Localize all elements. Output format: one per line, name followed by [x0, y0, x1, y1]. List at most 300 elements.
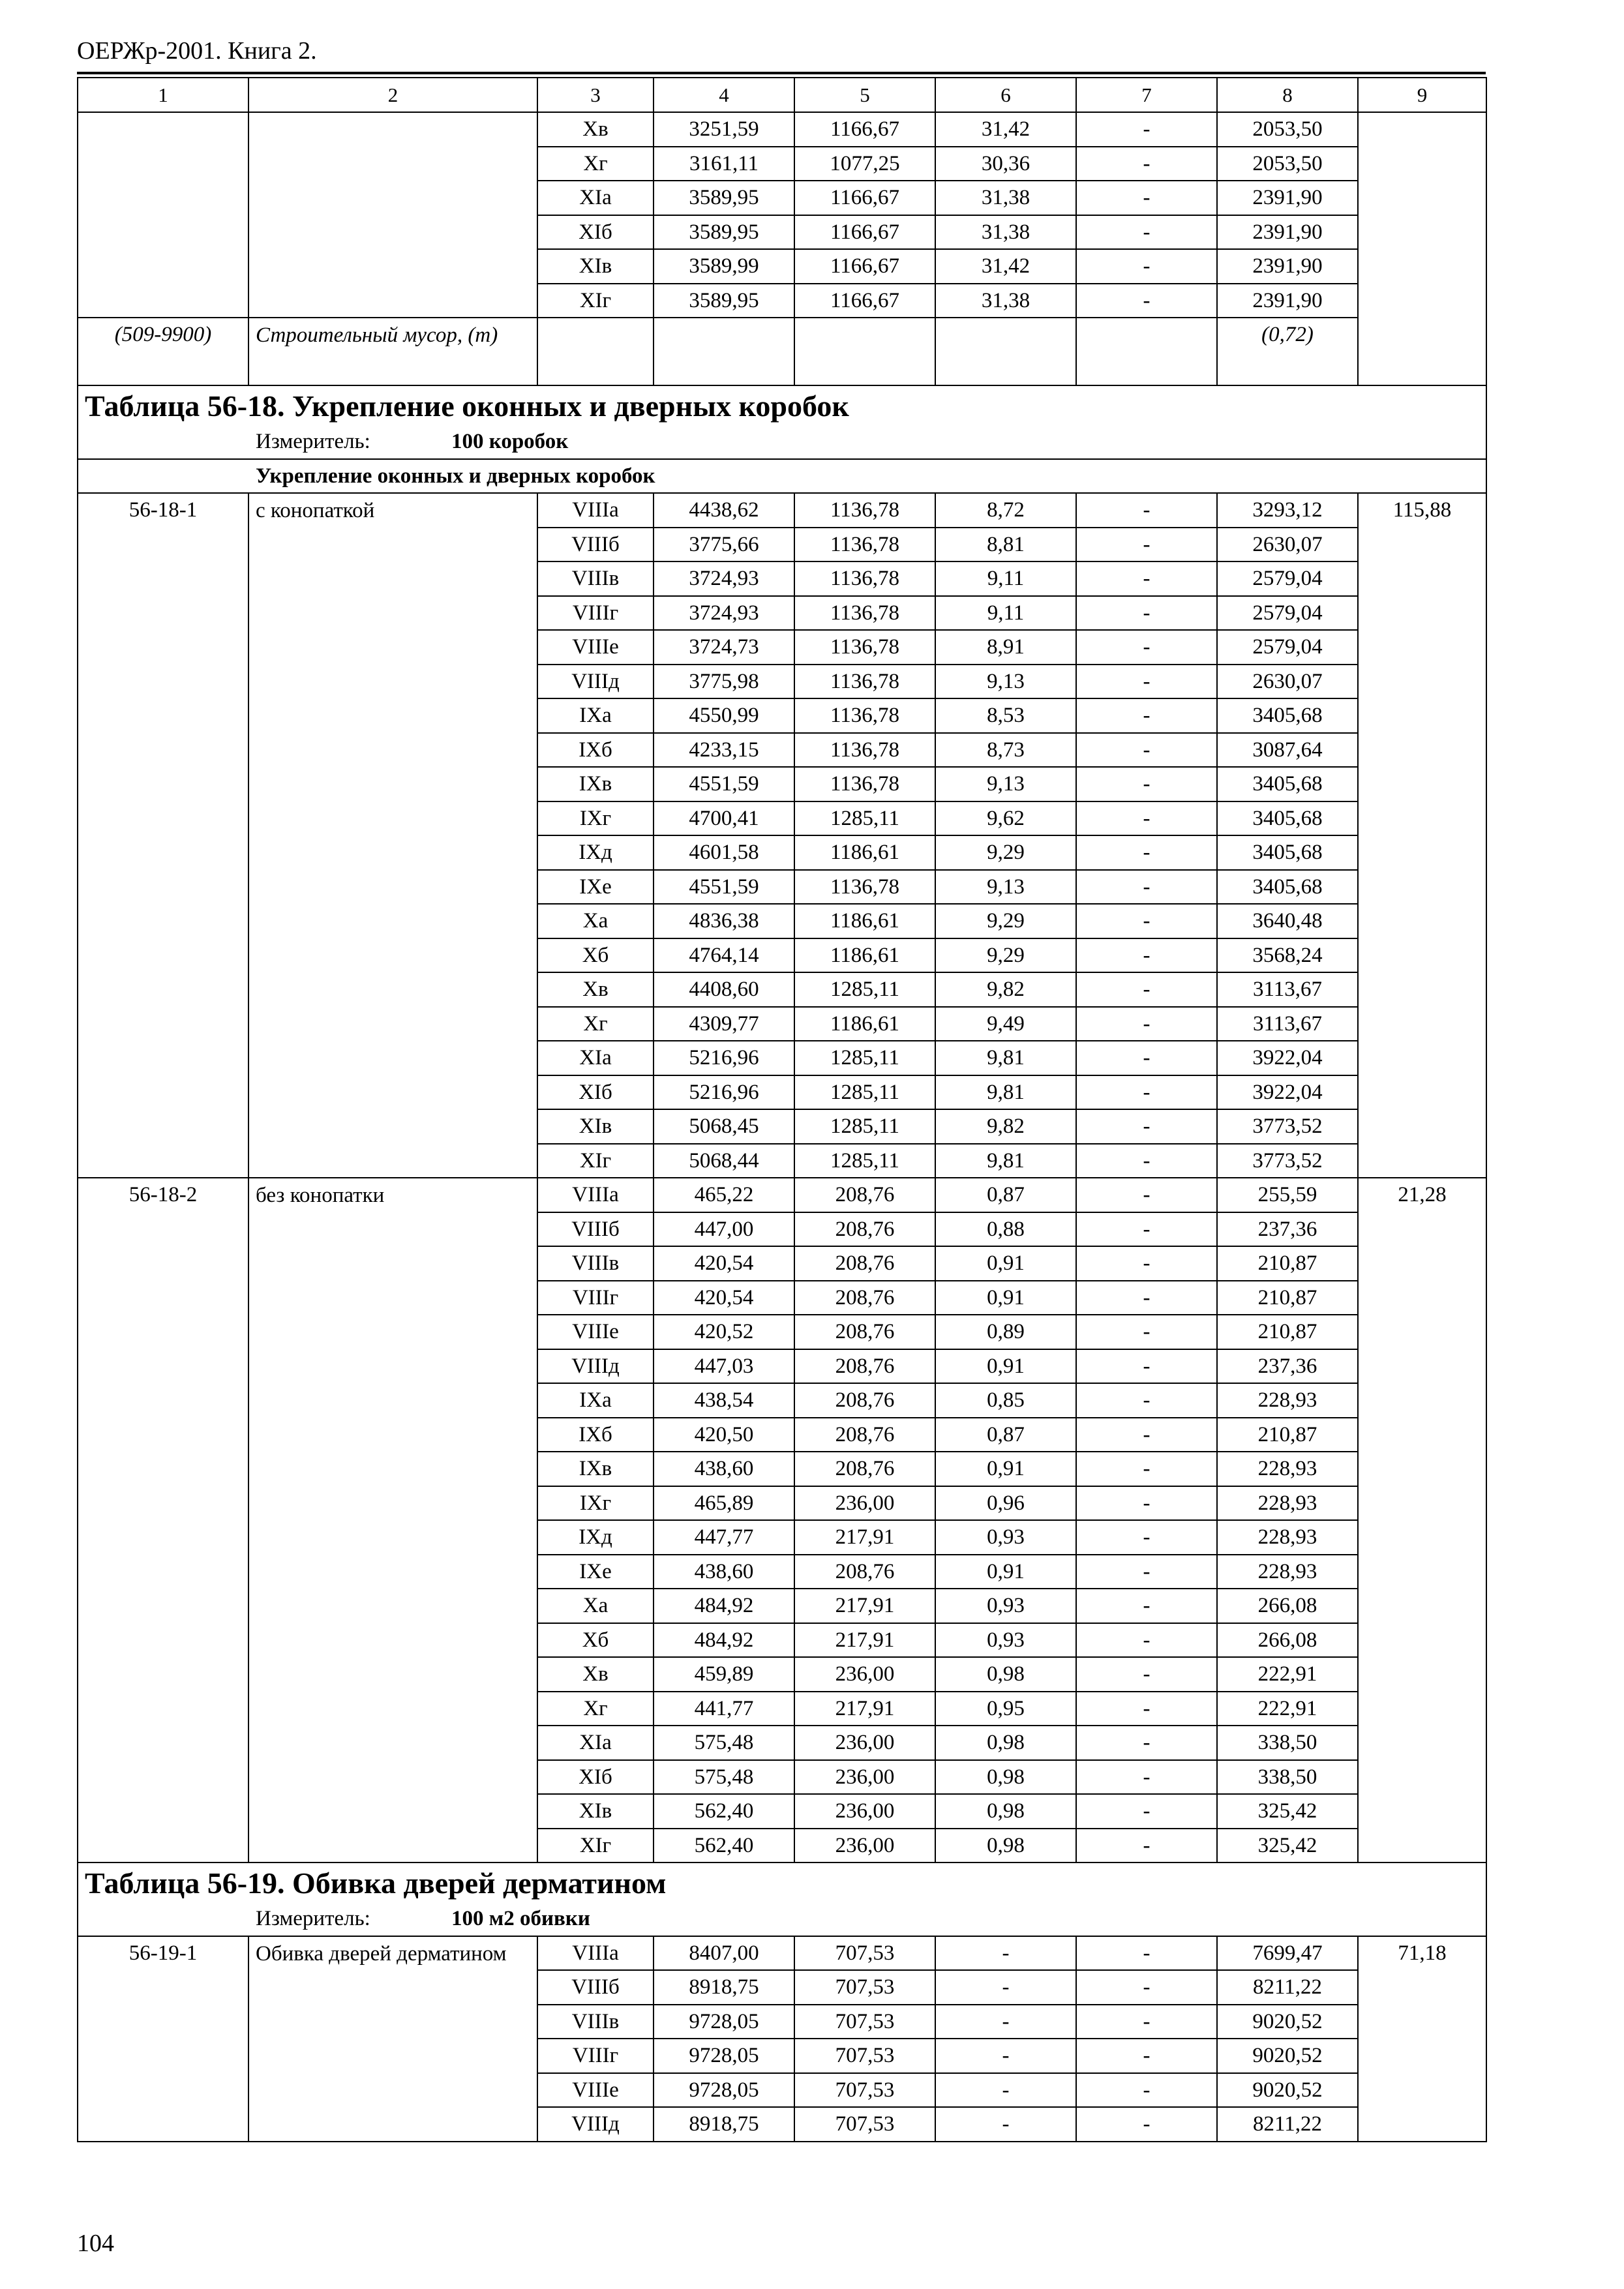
table-cell: -	[1076, 698, 1217, 733]
table-cell: 208,76	[794, 1281, 935, 1315]
table-cell: XIг	[537, 1144, 654, 1178]
table-cell: VIIIг	[537, 2039, 654, 2073]
table-cell: IXе	[537, 870, 654, 905]
rate-weight: 21,28	[1358, 1178, 1486, 1863]
table-cell: IXд	[537, 835, 654, 870]
table-cell: 9,29	[935, 835, 1076, 870]
table-cell: -	[1076, 1144, 1217, 1178]
table-cell: 9,13	[935, 665, 1076, 699]
table-cell: 3405,68	[1217, 870, 1358, 905]
table-cell: 707,53	[794, 2107, 935, 2142]
table-cell: -	[1076, 249, 1217, 284]
table-cell: -	[1076, 630, 1217, 665]
table-cell: 1077,25	[794, 147, 935, 181]
table-title-row	[78, 1863, 1486, 1902]
table-cell: -	[1076, 2039, 1217, 2073]
table-cell: 3405,68	[1217, 698, 1358, 733]
table-cell: VIIIа	[537, 1936, 654, 1971]
table-cell: 4764,14	[654, 938, 794, 973]
table-cell: 420,52	[654, 1315, 794, 1349]
table-cell: XIг	[537, 1829, 654, 1863]
table-cell	[794, 318, 935, 385]
table-cell: -	[1076, 1418, 1217, 1452]
table-cell: 1186,61	[794, 904, 935, 938]
table-row	[78, 1936, 1486, 1971]
table-cell: XIа	[537, 1726, 654, 1760]
table-cell: 2391,90	[1217, 215, 1358, 250]
table-cell: 9020,52	[1217, 2039, 1358, 2073]
table-cell: -	[1076, 938, 1217, 973]
table-cell: 3161,11	[654, 147, 794, 181]
table-cell: 208,76	[794, 1418, 935, 1452]
table-cell: 484,92	[654, 1623, 794, 1658]
table-cell: 5068,45	[654, 1109, 794, 1144]
table-cell: Xг	[537, 147, 654, 181]
table-cell: IXб	[537, 733, 654, 768]
table-cell: 31,38	[935, 284, 1076, 318]
table-cell: XIа	[537, 1041, 654, 1075]
table-cell: 1166,67	[794, 181, 935, 215]
column-number: 8	[1217, 78, 1358, 112]
column-number: 7	[1076, 78, 1217, 112]
table-cell: 0,87	[935, 1178, 1076, 1212]
table-cell: 707,53	[794, 2005, 935, 2039]
rate-code: 56-18-1	[78, 493, 248, 1178]
table-cell: 562,40	[654, 1794, 794, 1829]
meter-label: Измеритель:	[256, 1907, 370, 1931]
table-cell: 8407,00	[654, 1936, 794, 1971]
table-cell: 3251,59	[654, 112, 794, 147]
table-cell: 1285,11	[794, 1144, 935, 1178]
column-number: 4	[654, 78, 794, 112]
table-cell: VIIIе	[537, 630, 654, 665]
table-cell: 8,72	[935, 493, 1076, 528]
table-cell: 2630,07	[1217, 528, 1358, 562]
table-cell: 9,81	[935, 1144, 1076, 1178]
table-cell: -	[1076, 1349, 1217, 1384]
table-cell: 1136,78	[794, 698, 935, 733]
table-cell: 1186,61	[794, 835, 935, 870]
table-cell: -	[1076, 1486, 1217, 1521]
table-cell: 2579,04	[1217, 630, 1358, 665]
table-cell: XIв	[537, 1109, 654, 1144]
table-cell: 3589,95	[654, 181, 794, 215]
table-cell: 1285,11	[794, 972, 935, 1007]
table-cell: -	[1076, 801, 1217, 836]
table-cell: IXв	[537, 767, 654, 801]
table-cell: -	[1076, 1109, 1217, 1144]
table-cell: 222,91	[1217, 1692, 1358, 1726]
table-cell: 438,60	[654, 1452, 794, 1486]
table-cell: 9,11	[935, 561, 1076, 596]
table-cell: 31,42	[935, 112, 1076, 147]
table-cell: 9,62	[935, 801, 1076, 836]
table-cell: 0,88	[935, 1212, 1076, 1247]
table-cell: 5216,96	[654, 1075, 794, 1110]
table-cell: 3293,12	[1217, 493, 1358, 528]
table-cell: 1136,78	[794, 733, 935, 768]
table-cell: -	[1076, 1246, 1217, 1281]
table-cell: 208,76	[794, 1315, 935, 1349]
rate-name: без конопатки	[248, 1178, 537, 1863]
table-cell: 0,98	[935, 1760, 1076, 1795]
table-cell: VIIIд	[537, 1349, 654, 1384]
table-cell: 1136,78	[794, 493, 935, 528]
table-cell: 208,76	[794, 1349, 935, 1384]
table-cell: 3113,67	[1217, 1007, 1358, 1041]
table-cell: 447,77	[654, 1520, 794, 1555]
table-cell: 236,00	[794, 1829, 935, 1863]
table-cell: 266,08	[1217, 1623, 1358, 1658]
table-cell: -	[1076, 1936, 1217, 1971]
table-cell: 0,85	[935, 1383, 1076, 1418]
table-cell: -	[1076, 181, 1217, 215]
table-cell: 5068,44	[654, 1144, 794, 1178]
table-cell: 1136,78	[794, 630, 935, 665]
table-meter-row	[78, 425, 1486, 459]
column-number: 3	[537, 78, 654, 112]
table-cell: -	[935, 2039, 1076, 2073]
table-cell: 1166,67	[794, 284, 935, 318]
table-cell: 707,53	[794, 2073, 935, 2108]
table-cell	[654, 318, 794, 385]
table-cell: 420,54	[654, 1281, 794, 1315]
table-cell: -	[1076, 733, 1217, 768]
table-cell: 210,87	[1217, 1246, 1358, 1281]
table-cell: 266,08	[1217, 1589, 1358, 1623]
table-cell: -	[1076, 493, 1217, 528]
table-meter-row	[78, 1902, 1486, 1936]
table-cell: -	[1076, 2073, 1217, 2108]
table-cell: 420,50	[654, 1418, 794, 1452]
table-cell: 208,76	[794, 1246, 935, 1281]
rate-weight	[1358, 112, 1486, 385]
table-row	[78, 112, 1486, 147]
table-cell: Xб	[537, 1623, 654, 1658]
table-cell: -	[1076, 972, 1217, 1007]
table-cell: 228,93	[1217, 1520, 1358, 1555]
rate-name: с конопаткой	[248, 493, 537, 1178]
table-cell: 1285,11	[794, 1041, 935, 1075]
table-cell: 3589,95	[654, 215, 794, 250]
table-cell: 575,48	[654, 1726, 794, 1760]
table-cell: 3589,95	[654, 284, 794, 318]
table-cell: 2391,90	[1217, 284, 1358, 318]
table-cell: 575,48	[654, 1760, 794, 1795]
table-cell: 707,53	[794, 1936, 935, 1971]
table-cell: 236,00	[794, 1657, 935, 1692]
table-cell: 4233,15	[654, 733, 794, 768]
table-cell: -	[935, 2107, 1076, 2142]
table-cell: VIIIе	[537, 2073, 654, 2108]
column-number: 1	[78, 78, 248, 112]
table-cell: -	[1076, 1726, 1217, 1760]
rates-table	[77, 77, 1487, 2142]
table-cell: 208,76	[794, 1383, 935, 1418]
table-cell: VIIIв	[537, 2005, 654, 2039]
meter-value: 100 м2 обивки	[451, 1907, 590, 1931]
table-row	[78, 1178, 1486, 1212]
table-cell: 8,53	[935, 698, 1076, 733]
table-cell: 2579,04	[1217, 596, 1358, 631]
table-cell	[537, 318, 654, 385]
table-cell: IXд	[537, 1520, 654, 1555]
table-cell: 447,03	[654, 1349, 794, 1384]
table-cell: 0,91	[935, 1246, 1076, 1281]
table-cell: 2053,50	[1217, 112, 1358, 147]
table-cell: 228,93	[1217, 1555, 1358, 1589]
table-cell: 217,91	[794, 1589, 935, 1623]
table-cell: 31,38	[935, 215, 1076, 250]
table-cell: 3922,04	[1217, 1075, 1358, 1110]
table-cell: 9,13	[935, 870, 1076, 905]
table-cell: VIIIб	[537, 1970, 654, 2005]
table-cell: -	[1076, 596, 1217, 631]
table-cell: 0,96	[935, 1486, 1076, 1521]
material-code: (509-9900)	[78, 318, 248, 385]
table-cell: -	[1076, 1970, 1217, 2005]
table-cell: 4551,59	[654, 767, 794, 801]
table-cell: 217,91	[794, 1692, 935, 1726]
table-cell: 9728,05	[654, 2073, 794, 2108]
table-cell: -	[1076, 1794, 1217, 1829]
table-cell: 4438,62	[654, 493, 794, 528]
table-cell: 3773,52	[1217, 1109, 1358, 1144]
rate-weight: 71,18	[1358, 1936, 1486, 2142]
table-cell: IXв	[537, 1452, 654, 1486]
table-cell: 2391,90	[1217, 249, 1358, 284]
column-number: 5	[794, 78, 935, 112]
table-cell: 1285,11	[794, 1075, 935, 1110]
table-cell: 2053,50	[1217, 147, 1358, 181]
table-cell: -	[1076, 1281, 1217, 1315]
table-cell: -	[1076, 1555, 1217, 1589]
table-cell: IXа	[537, 698, 654, 733]
table-cell: Xа	[537, 1589, 654, 1623]
table-cell: 30,36	[935, 147, 1076, 181]
table-cell: -	[1076, 1075, 1217, 1110]
table-cell: 8,73	[935, 733, 1076, 768]
table-cell: XIб	[537, 215, 654, 250]
table-cell: 3640,48	[1217, 904, 1358, 938]
table-cell: 3724,93	[654, 596, 794, 631]
table-cell: 562,40	[654, 1829, 794, 1863]
table-cell: 4309,77	[654, 1007, 794, 1041]
table-cell: 210,87	[1217, 1281, 1358, 1315]
table-cell: 237,36	[1217, 1212, 1358, 1247]
table-cell: -	[1076, 528, 1217, 562]
table-cell: 208,76	[794, 1555, 935, 1589]
table-cell: 4700,41	[654, 801, 794, 836]
column-number: 9	[1358, 78, 1486, 112]
table-cell	[1076, 318, 1217, 385]
table-cell: Xа	[537, 904, 654, 938]
table-cell: -	[1076, 561, 1217, 596]
page-header: ОЕРЖр-2001. Книга 2.	[77, 37, 317, 65]
table-cell: 338,50	[1217, 1726, 1358, 1760]
table-cell: 3724,73	[654, 630, 794, 665]
table-cell: 7699,47	[1217, 1936, 1358, 1971]
table-cell: 9020,52	[1217, 2005, 1358, 2039]
table-cell: 3405,68	[1217, 767, 1358, 801]
table-cell: VIIIа	[537, 493, 654, 528]
table-cell: 8,91	[935, 630, 1076, 665]
table-cell: -	[1076, 904, 1217, 938]
table-cell: VIIIв	[537, 1246, 654, 1281]
table-meter	[78, 425, 1486, 459]
table-cell: 0,98	[935, 1829, 1076, 1863]
table-cell: VIIIд	[537, 665, 654, 699]
page-number: 104	[77, 2230, 114, 2257]
table-cell: VIIIг	[537, 1281, 654, 1315]
table-cell: -	[1076, 2005, 1217, 2039]
table-cell: 3775,66	[654, 528, 794, 562]
material-value: (0,72)	[1217, 318, 1358, 385]
table-cell: 0,91	[935, 1349, 1076, 1384]
table-cell: 1136,78	[794, 870, 935, 905]
table-cell: IXа	[537, 1383, 654, 1418]
table-cell: 3589,99	[654, 249, 794, 284]
table-cell: 1166,67	[794, 215, 935, 250]
table-cell: -	[935, 1936, 1076, 1971]
rate-code: 56-18-2	[78, 1178, 248, 1863]
table-cell: -	[1076, 1212, 1217, 1247]
table-cell: 3922,04	[1217, 1041, 1358, 1075]
table-cell: -	[935, 1970, 1076, 2005]
table-cell: -	[1076, 284, 1217, 318]
table-cell: 9,13	[935, 767, 1076, 801]
table-cell: 4551,59	[654, 870, 794, 905]
rate-weight: 115,88	[1358, 493, 1486, 1178]
column-number: 2	[248, 78, 537, 112]
table-cell: 707,53	[794, 1970, 935, 2005]
table-cell: 459,89	[654, 1657, 794, 1692]
table-cell: 3405,68	[1217, 801, 1358, 836]
table-cell: 208,76	[794, 1178, 935, 1212]
table-subtitle: Укрепление оконных и дверных коробок	[78, 459, 1486, 494]
table-cell: 3087,64	[1217, 733, 1358, 768]
table-subtitle-row	[78, 459, 1486, 494]
table-cell: 438,60	[654, 1555, 794, 1589]
table-cell: 237,36	[1217, 1349, 1358, 1384]
table-cell: -	[1076, 1452, 1217, 1486]
table-cell: 465,89	[654, 1486, 794, 1521]
table-cell: 228,93	[1217, 1383, 1358, 1418]
table-cell: 228,93	[1217, 1452, 1358, 1486]
table-cell: 4836,38	[654, 904, 794, 938]
meter-value: 100 коробок	[451, 430, 569, 454]
table-cell: IXе	[537, 1555, 654, 1589]
table-cell: -	[935, 2073, 1076, 2108]
table-cell: 420,54	[654, 1246, 794, 1281]
table-cell: -	[1076, 215, 1217, 250]
rate-name	[248, 112, 537, 318]
table-cell: -	[1076, 112, 1217, 147]
table-row	[78, 493, 1486, 528]
table-cell: -	[1076, 1589, 1217, 1623]
table-cell: 0,91	[935, 1452, 1076, 1486]
column-number-row	[78, 78, 1486, 112]
table-title: Таблица 56-18. Укрепление оконных и дверных коробок	[78, 385, 1486, 425]
table-cell: -	[1076, 1178, 1217, 1212]
table-cell: 9,82	[935, 972, 1076, 1007]
table-title: Таблица 56-19. Обивка дверей дерматином	[78, 1863, 1486, 1902]
table-cell: 1285,11	[794, 1109, 935, 1144]
table-meter	[78, 1902, 1486, 1936]
table-cell: 0,87	[935, 1418, 1076, 1452]
table-cell: -	[1076, 1623, 1217, 1658]
table-cell: 338,50	[1217, 1760, 1358, 1795]
table-cell: 1166,67	[794, 249, 935, 284]
table-cell: 3405,68	[1217, 835, 1358, 870]
table-cell: 441,77	[654, 1692, 794, 1726]
table-cell: IXг	[537, 1486, 654, 1521]
table-cell: 325,42	[1217, 1829, 1358, 1863]
table-cell: 8918,75	[654, 2107, 794, 2142]
rate-code: 56-19-1	[78, 1936, 248, 2142]
table-cell: 31,42	[935, 249, 1076, 284]
table-cell: -	[1076, 147, 1217, 181]
table-cell: 3724,93	[654, 561, 794, 596]
table-cell: -	[1076, 767, 1217, 801]
table-cell: VIIIб	[537, 1212, 654, 1247]
material-row	[78, 318, 1486, 385]
table-cell: 0,95	[935, 1692, 1076, 1726]
table-cell: 8,81	[935, 528, 1076, 562]
table-cell: 1186,61	[794, 938, 935, 973]
table-cell: 707,53	[794, 2039, 935, 2073]
table-cell: -	[1076, 1760, 1217, 1795]
table-cell: 0,98	[935, 1726, 1076, 1760]
meter-label: Измеритель:	[256, 430, 370, 454]
table-cell: 236,00	[794, 1760, 935, 1795]
table-cell: 0,93	[935, 1589, 1076, 1623]
table-cell: IXб	[537, 1418, 654, 1452]
table-cell: XIв	[537, 1794, 654, 1829]
table-cell: 31,38	[935, 181, 1076, 215]
table-cell: -	[1076, 870, 1217, 905]
table-cell: 1136,78	[794, 665, 935, 699]
table-cell: 8211,22	[1217, 1970, 1358, 2005]
table-cell: 8211,22	[1217, 2107, 1358, 2142]
table-cell: -	[1076, 1315, 1217, 1349]
table-cell: VIIIв	[537, 561, 654, 596]
table-cell: VIIIб	[537, 528, 654, 562]
table-cell: 438,54	[654, 1383, 794, 1418]
table-cell: 236,00	[794, 1486, 935, 1521]
table-cell: 4408,60	[654, 972, 794, 1007]
table-cell: -	[1076, 1692, 1217, 1726]
table-cell: VIIIа	[537, 1178, 654, 1212]
table-cell: 3773,52	[1217, 1144, 1358, 1178]
table-cell: -	[1076, 1383, 1217, 1418]
table-cell: -	[1076, 1041, 1217, 1075]
table-cell: 3113,67	[1217, 972, 1358, 1007]
table-cell: 2579,04	[1217, 561, 1358, 596]
table-cell: -	[1076, 1520, 1217, 1555]
table-cell: 9,81	[935, 1041, 1076, 1075]
table-cell: 8918,75	[654, 1970, 794, 2005]
table-cell: 208,76	[794, 1212, 935, 1247]
table-cell: 4550,99	[654, 698, 794, 733]
table-cell: 1186,61	[794, 1007, 935, 1041]
table-cell: 0,98	[935, 1657, 1076, 1692]
table-cell: 1285,11	[794, 801, 935, 836]
table-cell: -	[1076, 1007, 1217, 1041]
table-cell: XIв	[537, 249, 654, 284]
table-cell: Xб	[537, 938, 654, 973]
table-cell: 9,29	[935, 904, 1076, 938]
